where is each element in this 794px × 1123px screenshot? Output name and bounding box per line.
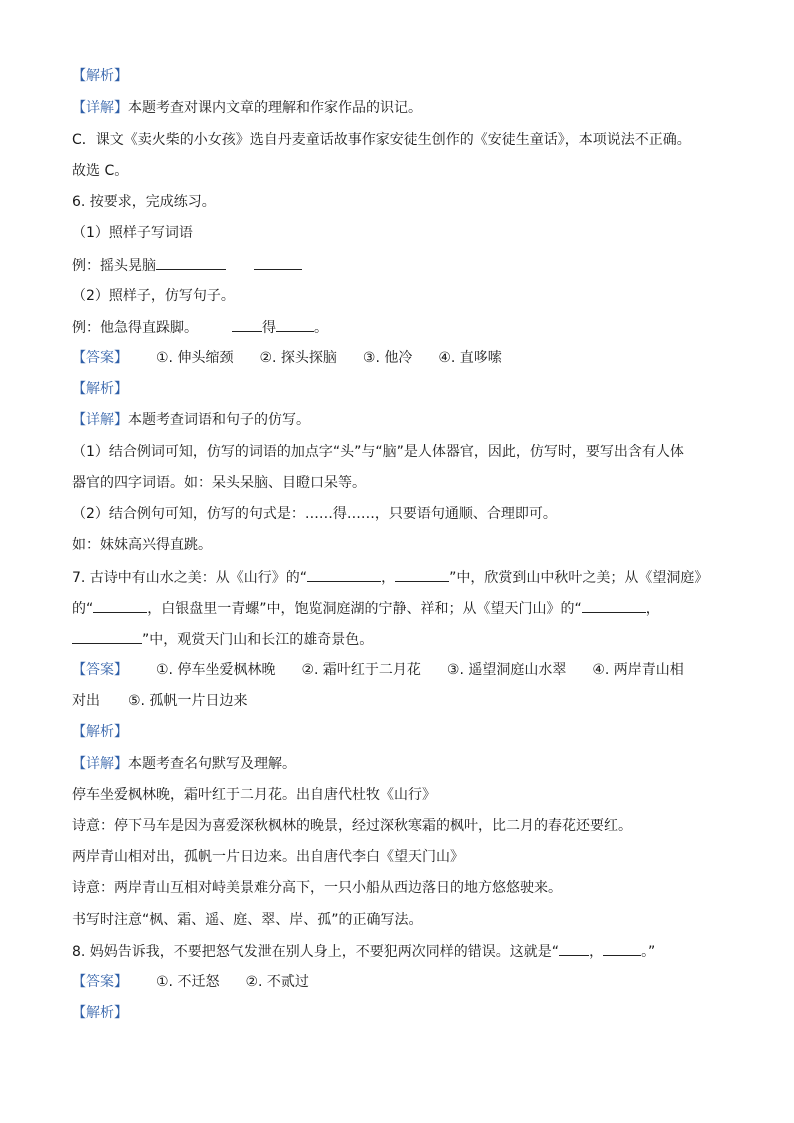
answer-item: ①. 不迁怒: [156, 974, 220, 990]
answer-label: 【答案】: [72, 974, 128, 990]
question-7-line2: [72, 598, 660, 619]
choice-text: 故选 C。: [72, 163, 129, 179]
explanation-text: （1）结合例词可知，仿写的词语的加点字“头”与“脑”是人体器官，因此，仿写时，要写出含有人体: [72, 444, 684, 460]
answer-item: ②. 不贰过: [245, 974, 309, 990]
answer-row: [72, 660, 684, 680]
detail-label: 【详解】: [72, 412, 128, 428]
question-7-line1: [72, 567, 708, 588]
example-text: 例：摇头晃脑: [72, 258, 156, 274]
question-text: ”中，欣赏到山中秋叶之美；从《望洞庭》: [449, 570, 709, 586]
detail-text: 本题考查词语和句子的仿写。: [128, 412, 310, 428]
example-end: 。: [314, 320, 328, 336]
explanation-text: 两岸青山相对出，孤帆一片日边来。出自唐代李白《望天门山》: [72, 849, 464, 865]
answer-row-continued: [72, 691, 247, 711]
question-text: ，: [381, 570, 396, 586]
explanation-text: 书写时注意“枫、霜、遥、庭、翠、岸、孤”的正确写法。: [72, 912, 423, 928]
answer-label: 【答案】: [72, 662, 128, 678]
question-text: 7. 古诗中有山水之美：从《山行》的“: [72, 570, 308, 586]
answer-item: ④. 两岸青山相: [592, 662, 684, 678]
analysis-label: 【解析】: [72, 68, 128, 84]
answer-blank: [395, 567, 449, 582]
answer-blank: [307, 567, 381, 582]
explanation-text: 诗意：停下马车是因为喜爱深秋枫林的晚景，经过深秋寒霜的枫叶，比二月的春花还要红。: [72, 818, 632, 834]
answer-blank: [582, 598, 646, 613]
answer-blank: [603, 941, 641, 956]
answer-item: ⑤. 孤帆一片日边来: [128, 693, 248, 709]
question-6-part1: （1）照样子写词语: [72, 225, 193, 241]
analysis-label: 【解析】: [72, 1005, 128, 1021]
answer-blank: [254, 255, 302, 270]
answer-item: ②. 霜叶红于二月花: [301, 662, 421, 678]
answer-item: ①. 伸头缩颈: [156, 350, 234, 366]
answer-item: ③. 遥望洞庭山水翠: [446, 662, 567, 678]
detail-text: 本题考查名句默写及理解。: [128, 756, 296, 772]
explanation-text: 停车坐爱枫林晚，霜叶红于二月花。出自唐代杜牧《山行》: [72, 787, 436, 803]
explanation-text: 诗意：两岸青山互相对峙美景难分高下，一只小船从西边落日的地方悠悠驶来。: [72, 880, 562, 896]
answer-blank: [72, 629, 142, 644]
answer-item: ①. 停车坐爱枫林晚: [156, 662, 276, 678]
question-6-part2-example: [72, 317, 328, 338]
detail-paragraph: [72, 410, 310, 430]
explanation-text: 如：妹妹高兴得直跳。: [72, 537, 212, 553]
answer-row: [72, 972, 309, 992]
question-text: 。”: [641, 944, 656, 960]
question-text: ，白银盘里一青螺”中，饱览洞庭湖的宁静、祥和；从《望天门山》的“: [147, 601, 582, 617]
analysis-label: 【解析】: [72, 381, 128, 397]
answer-item: ③. 他冷: [362, 350, 413, 366]
detail-paragraph: [72, 98, 422, 118]
answer-item: ②. 探头探脑: [259, 350, 337, 366]
explanation-text: （2）结合例句可知，仿写的句式是：……得……，只要语句通顺、合理即可。: [72, 506, 557, 522]
question-text: ”中，观赏天门山和长江的雄奇景色。: [142, 632, 374, 648]
explanation-text: C．课文《卖火柴的小女孩》选自丹麦童话故事作家安徒生创作的《安徒生童话》，本项说法不正确。: [72, 132, 691, 148]
detail-label: 【详解】: [72, 756, 128, 772]
explanation-text: 器官的四字词语。如：呆头呆脑、目瞪口呆等。: [72, 475, 366, 491]
detail-label: 【详解】: [72, 100, 128, 116]
answer-row: [72, 348, 502, 368]
analysis-label: 【解析】: [72, 724, 128, 740]
answer-blank: [559, 941, 589, 956]
question-text: ，: [645, 601, 660, 617]
answer-label: 【答案】: [72, 350, 128, 366]
question-text: 8. 妈妈告诉我，不要把怒气发泄在别人身上，不要犯两次同样的错误。这就是“: [72, 944, 560, 960]
question-6-part2: （2）照样子，仿写句子。: [72, 288, 235, 304]
answer-blank: [276, 317, 314, 332]
question-7-line3: [72, 629, 373, 650]
question-text: 的“: [72, 601, 94, 617]
answer-blank: [232, 317, 262, 332]
answer-blank: [93, 598, 147, 613]
example-text: 例：他急得直跺脚。: [72, 320, 198, 336]
detail-paragraph: [72, 754, 296, 774]
answer-blank: [156, 255, 226, 270]
example-connector: 得: [262, 320, 276, 336]
question-6-stem: 6. 按要求，完成练习。: [72, 194, 216, 210]
question-8-stem: [72, 941, 655, 962]
question-6-part1-example: [72, 255, 302, 276]
question-text: ，: [589, 944, 604, 960]
detail-text: 本题考查对课内文章的理解和作家作品的识记。: [128, 100, 422, 116]
answer-item: 对出: [72, 693, 100, 709]
answer-item: ④. 直哆嗦: [438, 350, 502, 366]
